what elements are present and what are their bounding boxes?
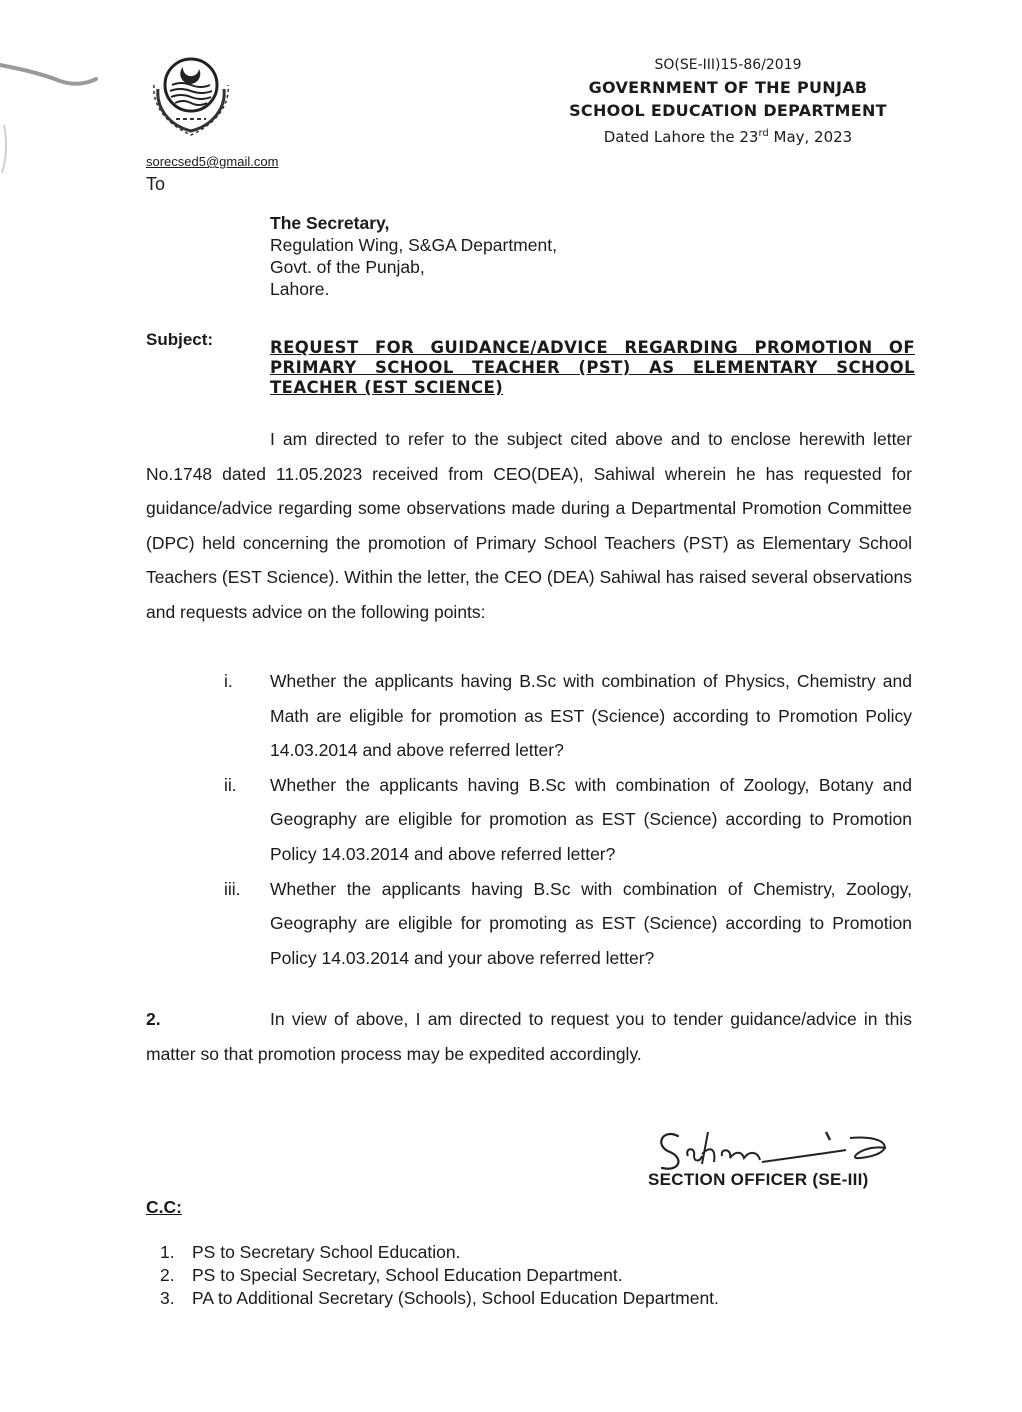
list-item [160, 1241, 719, 1264]
addressee-line: The Secretary, [270, 213, 390, 233]
addressee-line: Regulation Wing, S&GA Department, [270, 235, 557, 255]
addressee-line: Lahore. [270, 279, 330, 299]
list-item-text: Whether the applicants having B.Sc with combination of Chemistry, Zoology, Geography are eligible for promoting as EST (Science) according to Promotion Policy 14.03.2014 and your above referred letter? [270, 878, 912, 968]
paragraph-2-number: 2. [146, 1009, 161, 1029]
cc-item-text: PA to Additional Secretary (Schools), School Education Department. [192, 1288, 719, 1308]
list-item [146, 768, 912, 872]
date-rest: May, 2023 [768, 128, 853, 146]
paragraph-2: In view of above, I am directed to request you to tender guidance/advice in this matter so that promotion process may be expedited accordingly. [146, 1009, 912, 1064]
date-ordinal-suffix: rd [758, 128, 769, 139]
list-item [160, 1287, 719, 1310]
paragraph-1: I am directed to refer to the subject cited above and to enclose herewith letter No.1748 dated 11.05.2023 received from CEO(DEA), Sahiwal wherein he has requested for guidance/advice regarding some observations made during a Departmental Promotion Committee (DPC) held concerning the promotion of Primary School Teachers (PST) as Elementary School Teachers (EST Science). Within the letter, the CEO (DEA) Sahiwal has raised several observations and requests advice on the following points: [146, 429, 912, 622]
letter-date [548, 122, 908, 149]
date-prefix: Dated Lahore the 23 [603, 128, 759, 146]
list-item [160, 1264, 719, 1287]
cc-item-number: 2. [160, 1265, 175, 1285]
list-item-number: ii. [224, 774, 237, 795]
list-item-number: i. [224, 671, 233, 691]
to-label: To [146, 174, 166, 194]
cc-item-text: PS to Special Secretary, School Education Department. [192, 1265, 623, 1285]
scan-artifact-mark [0, 55, 110, 175]
list-item [146, 872, 912, 976]
cc-list [160, 1241, 719, 1310]
handwritten-signature [650, 1118, 900, 1178]
punjab-government-emblem-icon [150, 45, 232, 137]
observation-points-list [146, 664, 912, 975]
list-item [146, 664, 912, 768]
subject-text: REQUEST FOR GUIDANCE/ADVICE REGARDING PROMOTION OF PRIMARY SCHOOL TEACHER (PST) AS ELEMENTARY SCHOOL TEACHER (EST SCIENCE) [270, 338, 915, 397]
signatory-designation: SECTION OFFICER (SE-III) [648, 1170, 869, 1189]
letterhead [548, 54, 908, 149]
cc-label: C.C: [146, 1197, 182, 1217]
list-item-number: iii. [224, 878, 241, 899]
addressee-line: Govt. of the Punjab, [270, 257, 425, 277]
list-item-text: Whether the applicants having B.Sc with combination of Physics, Chemistry and Math are eligible for promotion as EST (Science) according to Promotion Policy 14.03.2014 and above referred letter? [270, 671, 912, 761]
email-address: sorecsed5@gmail.com [146, 154, 279, 169]
cc-item-number: 1. [160, 1242, 175, 1262]
government-name: GOVERNMENT OF THE PUNJAB [588, 78, 868, 97]
addressee-block [270, 212, 557, 300]
cc-item-number: 3. [160, 1288, 175, 1308]
cc-item-text: PS to Secretary School Education. [192, 1242, 461, 1262]
reference-number: SO(SE-III)15-86/2019 [654, 57, 802, 73]
department-name: SCHOOL EDUCATION DEPARTMENT [569, 101, 887, 120]
subject-label: Subject: [146, 330, 214, 349]
list-item-text: Whether the applicants having B.Sc with combination of Zoology, Botany and Geography are eligible for promotion as EST (Science) according to Promotion Policy 14.03.2014 and above referred letter? [270, 774, 912, 864]
